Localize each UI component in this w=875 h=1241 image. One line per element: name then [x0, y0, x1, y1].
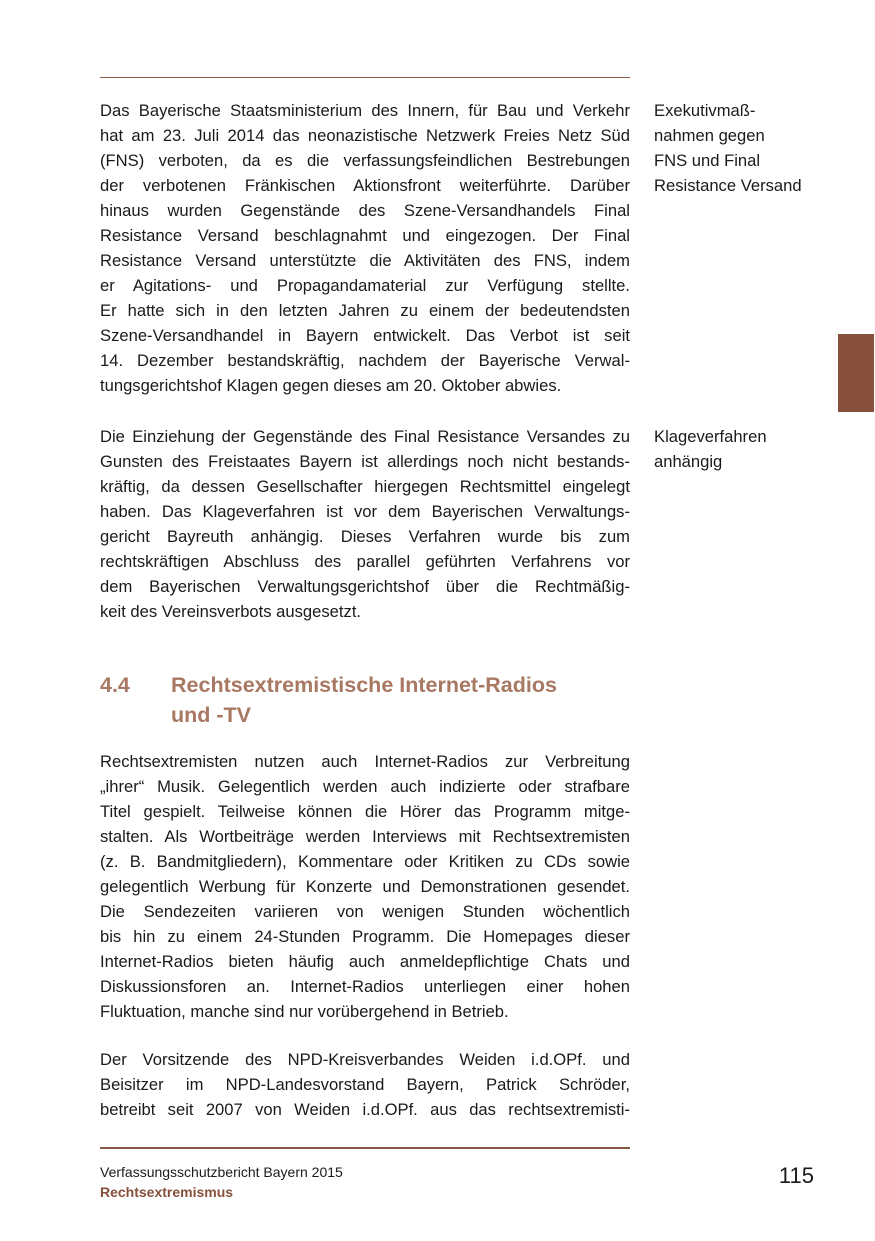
margin-note-line: FNS und Final	[654, 151, 761, 170]
top-rule	[100, 77, 630, 78]
footer-rule	[100, 1147, 630, 1149]
text-line: betreibt seit 2007 von Weiden i.d.OPf. aus das rechtsextremisti-	[100, 1100, 630, 1119]
margin-note-line: anhängig	[654, 452, 723, 471]
text-line: Er hatte sich in den letzten Jahren zu einem der bedeutendsten	[100, 301, 630, 320]
section-title	[171, 670, 631, 730]
text-line: Resistance Versand unterstützte die Aktivitäten des FNS, indem	[100, 251, 630, 270]
margin-note-line: nahmen gegen	[654, 126, 765, 145]
text-line: tungsgerichtshof Klagen gegen dieses am 20. Oktober abwies.	[100, 376, 562, 395]
text-line: keit des Vereinsverbots ausgesetzt.	[100, 602, 362, 621]
text-line: er Agitations- und Propagandamaterial zur Verfügung stellte.	[100, 276, 630, 295]
text-line: Der Vorsitzende des NPD-Kreisverbandes Weiden i.d.OPf. und	[100, 1050, 630, 1069]
text-line: haben. Das Klageverfahren ist vor dem Bayerischen Verwaltungs-	[100, 502, 630, 521]
body-paragraph	[100, 98, 630, 398]
text-line: Das Bayerische Staatsministerium des Innern, für Bau und Verkehr	[100, 101, 630, 120]
text-line: Die Einziehung der Gegenstände des Final Resistance Versandes zu	[100, 427, 630, 446]
margin-note-pending-lawsuit	[654, 424, 854, 474]
text-line: dem Bayerischen Verwaltungsgerichtshof über die Rechtmäßig-	[100, 577, 630, 596]
text-line: gericht Bayreuth anhängig. Dieses Verfahren wurde bis zum	[100, 527, 630, 546]
section-title-line: und -TV	[171, 703, 252, 727]
body-paragraph	[100, 749, 630, 1024]
text-line: Diskussionsforen an. Internet-Radios unterliegen einer hohen	[100, 977, 630, 996]
text-line: gelegentlich Werbung für Konzerte und Demonstrationen gesendet.	[100, 877, 630, 896]
text-line: kräftig, da dessen Gesellschafter hiergegen Rechtsmittel eingelegt	[100, 477, 630, 496]
text-line: 14. Dezember bestandskräftig, nachdem der Bayerische Verwal-	[100, 351, 630, 370]
text-line: Fluktuation, manche sind nur vorübergehend in Betrieb.	[100, 1002, 509, 1021]
margin-note-line: Exekutivmaß-	[654, 101, 756, 120]
footer-chapter-name: Rechtsextremismus	[100, 1184, 234, 1200]
text-line: bis hin zu einem 24-Stunden Programm. Die Homepages dieser	[100, 927, 630, 946]
text-line: stalten. Als Wortbeiträge werden Interviews mit Rechtsextremisten	[100, 827, 630, 846]
section-number: 4.4	[100, 673, 130, 697]
text-line: Die Sendezeiten variieren von wenigen Stunden wöchentlich	[100, 902, 630, 921]
margin-note-line: Resistance Versand	[654, 176, 802, 195]
text-line: Beisitzer im NPD-Landesvorstand Bayern, Patrick Schröder,	[100, 1075, 630, 1094]
text-line: Titel gespielt. Teilweise können die Hörer das Programm mitge-	[100, 802, 630, 821]
text-line: der verbotenen Fränkischen Aktionsfront weiterführte. Darüber	[100, 176, 630, 195]
text-line: Szene-Versandhandel in Bayern entwickelt. Das Verbot ist seit	[100, 326, 630, 345]
section-title-line: Rechtsextremistische Internet-Radios	[171, 673, 557, 697]
text-line: Internet-Radios bieten häufig auch anmeldepflichtige Chats und	[100, 952, 630, 971]
text-line: Resistance Versand beschlagnahmt und eingezogen. Der Final	[100, 226, 630, 245]
text-line: (FNS) verboten, da es die verfassungsfeindlichen Bestrebungen	[100, 151, 630, 170]
body-paragraph	[100, 1047, 630, 1122]
text-line: hinaus wurden Gegenstände des Szene-Versandhandels Final	[100, 201, 630, 220]
text-line: „ihrer“ Musik. Gelegentlich werden auch indizierte oder strafbare	[100, 777, 630, 796]
margin-note-line: Klageverfahren	[654, 427, 767, 446]
text-line: Gunsten des Freistaates Bayern ist allerdings noch nicht bestands-	[100, 452, 630, 471]
text-line: Rechtsextremisten nutzen auch Internet-Radios zur Verbreitung	[100, 752, 630, 771]
chapter-tab-marker	[838, 334, 874, 412]
page-number: 115	[778, 1163, 814, 1188]
footer-publication-title: Verfassungsschutzbericht Bayern 2015	[100, 1164, 343, 1180]
body-paragraph	[100, 424, 630, 624]
text-line: hat am 23. Juli 2014 das neonazistische Netzwerk Freies Netz Süd	[100, 126, 630, 145]
text-line: (z. B. Bandmitgliedern), Kommentare oder Kritiken zu CDs sowie	[100, 852, 630, 871]
margin-note-executive-measures	[654, 98, 854, 198]
text-line: rechtskräftigen Abschluss des parallel geführten Verfahrens vor	[100, 552, 630, 571]
